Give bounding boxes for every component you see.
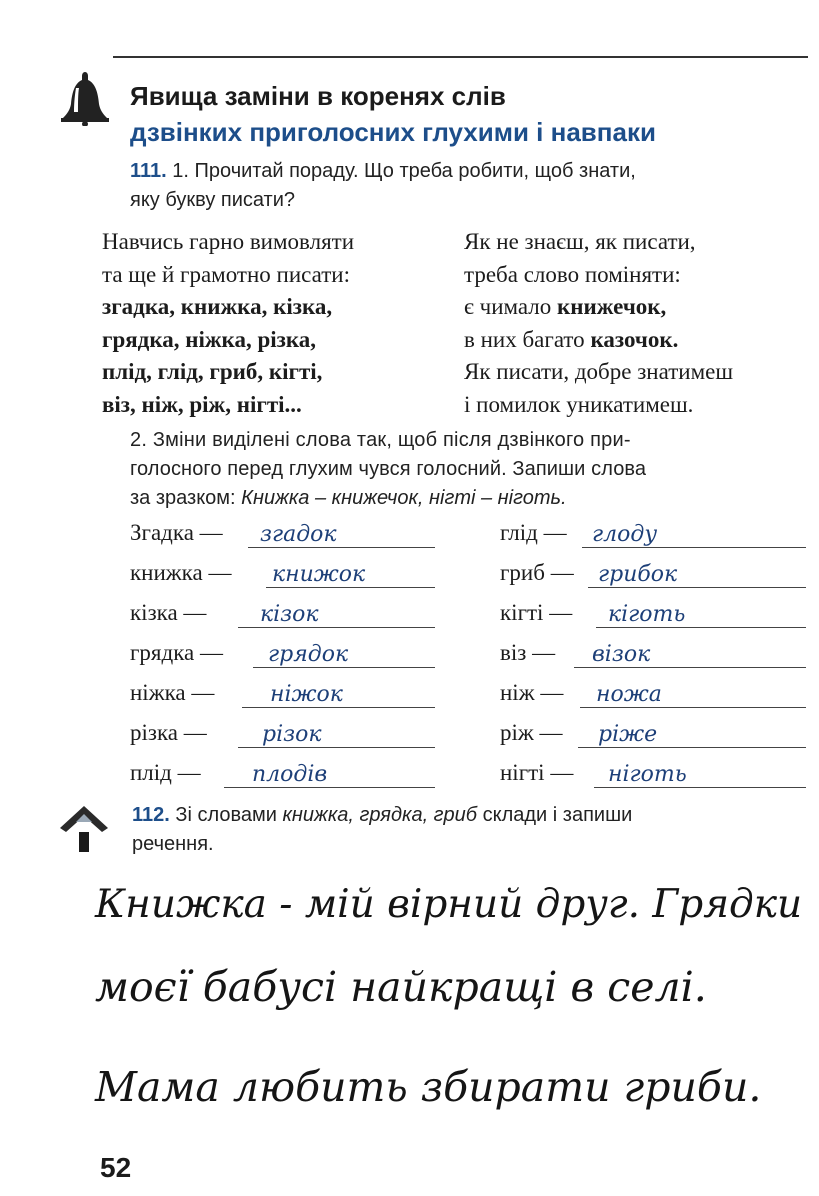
answer-line [580, 707, 806, 708]
row-word: ріж — [500, 720, 563, 745]
handwritten-answer: книжок [272, 562, 366, 587]
exercise-111-number: 111. [130, 160, 167, 182]
exercise-row [130, 678, 435, 708]
instruction-text: за зразком: [130, 487, 242, 509]
poem-line [464, 291, 733, 324]
exercise-row [500, 518, 806, 548]
exercise-row [130, 638, 435, 668]
example-text: Книжка – книжечок, нігті – ніготь. [241, 487, 567, 509]
row-word: ніж — [500, 680, 564, 705]
section-title-line2: дзвінких приголосних глухими і навпаки [130, 117, 656, 147]
handwritten-answer: плодів [252, 762, 328, 787]
handwritten-answer: ніготь [608, 762, 687, 787]
row-word: віз — [500, 640, 556, 665]
row-word: плід — [130, 760, 201, 785]
handwritten-answer: грядок [268, 642, 349, 667]
poem-bold-word: книжечок, [557, 294, 667, 319]
handwritten-answer: ріже [598, 722, 658, 747]
poem-line: згадка, книжка, кізка, [102, 294, 333, 319]
answer-line [588, 587, 806, 588]
poem-line: Як не знаєш, як писати, [464, 229, 696, 254]
poem-text: є чимало [464, 294, 558, 319]
top-rule [113, 56, 808, 58]
instruction-text: склади і запиши [477, 804, 633, 826]
row-word: ніжка — [130, 680, 215, 705]
row-word: кізка — [130, 600, 207, 625]
exercise-row [500, 558, 806, 588]
exercise-row [500, 638, 806, 668]
exercise-row [130, 558, 435, 588]
poem-line: плід, глід, гриб, кігті, [102, 359, 323, 384]
answer-line [248, 547, 435, 548]
exercise-row [500, 678, 806, 708]
exercise-row [130, 598, 435, 628]
row-word: книжка — [130, 560, 232, 585]
poem-line: і помилок уникатимеш. [464, 391, 694, 417]
answer-line [594, 787, 806, 788]
handwritten-answer: грибок [598, 562, 678, 587]
bell-icon [58, 68, 112, 126]
handwritten-answer: кіготь [608, 602, 686, 627]
exercise-row [130, 758, 435, 788]
exercise-111-part2-line3 [130, 487, 567, 510]
handwritten-answer: різок [262, 722, 322, 747]
row-word: кігті — [500, 600, 573, 625]
answer-line [242, 707, 435, 708]
answer-line [238, 747, 435, 748]
exercise-row [130, 718, 435, 748]
section-title-line1: Явища заміни в коренях слів [130, 81, 506, 111]
poem-left-column [102, 226, 354, 421]
exercise-112-number: 112. [132, 804, 170, 826]
exercise-112-instruction-line1 [132, 804, 632, 827]
answer-line [582, 547, 806, 548]
handwritten-answer: ножа [596, 682, 662, 707]
answer-line [224, 787, 435, 788]
answer-line [574, 667, 806, 668]
exercise-row [500, 718, 806, 748]
answer-line [596, 627, 806, 628]
task-words: книжка, грядка, гриб [282, 804, 478, 826]
exercise-111-part2-line2: голосного перед глухим чувся голосний. Запиши слова [130, 458, 647, 480]
handwritten-answer: згадок [260, 522, 337, 547]
poem-bold-word: казочок. [590, 326, 679, 352]
row-word: різка — [130, 720, 207, 745]
poem-right-column [464, 226, 733, 421]
handwritten-sentence: Книжка - мій вірний друг. Грядки [95, 882, 803, 927]
row-word: гриб — [500, 560, 574, 585]
handwritten-sentence: Мама любить збирати гриби. [95, 1063, 762, 1111]
exercise-row [130, 518, 435, 548]
answer-line [266, 587, 435, 588]
home-icon [58, 804, 110, 854]
poem-line: треба слово поміняти: [464, 261, 681, 287]
exercise-row [500, 598, 806, 628]
poem-line: віз, ніж, ріж, нігті... [102, 391, 302, 417]
handwritten-answer: глоду [592, 522, 658, 547]
handwritten-answer: візок [592, 642, 651, 667]
handwritten-answer: кізок [260, 602, 319, 627]
poem-line: Навчись гарно вимовляти [102, 229, 355, 254]
row-word: нігті — [500, 760, 574, 785]
handwritten-answer: ніжок [270, 682, 343, 707]
poem-line [464, 324, 733, 357]
row-word: глід — [500, 520, 567, 545]
row-word: Згадка — [130, 520, 223, 545]
instruction-text: 1. Прочитай пораду. Що треба робити, щоб знати, [166, 160, 636, 182]
handwritten-sentence: моєї бабусі найкращі в селі. [95, 963, 707, 1011]
exercise-row [500, 758, 806, 788]
answer-line [238, 627, 435, 628]
exercise-111-part2-line1: 2. Зміни виділені слова так, щоб після дзвінкого при- [130, 429, 631, 451]
answer-line [253, 667, 435, 668]
answer-line [578, 747, 806, 748]
exercise-111-instruction-line1 [130, 160, 636, 183]
poem-text: в них багато [464, 326, 591, 352]
poem-line: та ще й грамотно писати: [102, 261, 350, 287]
page-number: 52 [100, 1152, 132, 1183]
poem-line: грядка, ніжка, різка, [102, 326, 317, 352]
exercise-112-instruction-line2: речення. [132, 833, 214, 855]
poem-line: Як писати, добре знатимеш [464, 359, 734, 384]
instruction-text: Зі словами [169, 804, 283, 826]
row-word: грядка — [130, 640, 223, 665]
exercise-111-instruction-line2: яку букву писати? [130, 189, 296, 211]
